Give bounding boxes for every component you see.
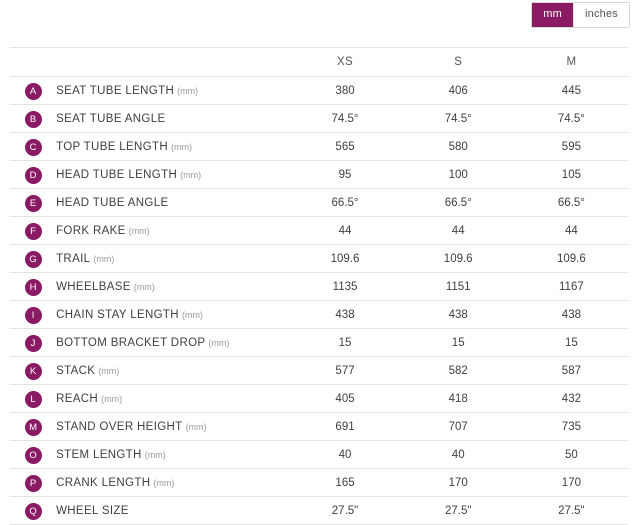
- unit-toggle-inches[interactable]: inches: [573, 3, 629, 27]
- row-value-xs: 165: [288, 469, 401, 497]
- table-row: [10, 441, 628, 469]
- row-label: TOP TUBE LENGTH: [56, 140, 169, 153]
- row-badge-cell: [10, 245, 56, 273]
- geometry-table: [10, 47, 628, 525]
- row-badge-cell: [10, 413, 56, 441]
- table-row: [10, 189, 628, 217]
- row-label-cell: [56, 357, 288, 385]
- row-value-s: 1151: [402, 273, 515, 301]
- row-label: STEM LENGTH: [56, 448, 142, 461]
- row-letter-badge: D: [25, 167, 42, 184]
- row-letter-badge: L: [25, 391, 42, 408]
- table-row: [10, 245, 628, 273]
- row-badge-cell: [10, 385, 56, 413]
- row-value-xs: 15: [288, 329, 401, 357]
- row-label: SEAT TUBE LENGTH: [56, 84, 175, 97]
- row-value-m: 432: [515, 385, 628, 413]
- row-label-cell: [56, 441, 288, 469]
- row-value-m: 50: [515, 441, 628, 469]
- row-value-xs: 438: [288, 301, 401, 329]
- row-value-m: 445: [515, 77, 628, 105]
- row-letter-badge: K: [25, 363, 42, 380]
- row-value-s: 27.5": [402, 497, 515, 525]
- row-value-xs: 577: [288, 357, 401, 385]
- row-value-m: 74.5°: [515, 105, 628, 133]
- row-label-unit: (mm): [180, 169, 202, 180]
- row-label-cell: [56, 217, 288, 245]
- row-value-m: 587: [515, 357, 628, 385]
- row-label-unit: (mm): [128, 225, 150, 236]
- row-label-unit: (mm): [98, 365, 120, 376]
- row-value-xs: 109.6: [288, 245, 401, 273]
- row-letter-badge: P: [25, 475, 42, 492]
- row-label-unit: (mm): [101, 393, 123, 404]
- table-row: [10, 133, 628, 161]
- row-label-unit: (mm): [93, 253, 115, 264]
- row-letter-badge: M: [25, 419, 42, 436]
- row-label-cell: [56, 385, 288, 413]
- row-badge-cell: [10, 357, 56, 385]
- table-row: [10, 413, 628, 441]
- row-label-cell: [56, 469, 288, 497]
- row-badge-cell: [10, 189, 56, 217]
- table-row: [10, 105, 628, 133]
- table-header: [10, 48, 628, 77]
- row-value-xs: 44: [288, 217, 401, 245]
- row-label: TRAIL: [56, 252, 91, 265]
- row-label-unit: (mm): [144, 449, 166, 460]
- row-value-xs: 1135: [288, 273, 401, 301]
- table-row: [10, 217, 628, 245]
- row-label-cell: [56, 189, 288, 217]
- row-label: CRANK LENGTH: [56, 476, 151, 489]
- header-label-blank: [56, 48, 288, 77]
- row-value-m: 438: [515, 301, 628, 329]
- row-value-xs: 40: [288, 441, 401, 469]
- row-value-s: 109.6: [402, 245, 515, 273]
- row-letter-badge: H: [25, 279, 42, 296]
- row-label: CHAIN STAY LENGTH: [56, 308, 179, 321]
- row-badge-cell: [10, 273, 56, 301]
- row-value-m: 170: [515, 469, 628, 497]
- row-badge-cell: [10, 329, 56, 357]
- row-value-s: 707: [402, 413, 515, 441]
- row-letter-badge: O: [25, 447, 42, 464]
- row-value-xs: 380: [288, 77, 401, 105]
- row-letter-badge: F: [25, 223, 42, 240]
- row-value-xs: 405: [288, 385, 401, 413]
- row-label: BOTTOM BRACKET DROP: [56, 336, 206, 349]
- row-badge-cell: [10, 105, 56, 133]
- row-label: HEAD TUBE LENGTH: [56, 168, 178, 181]
- row-value-m: 105: [515, 161, 628, 189]
- row-label-cell: [56, 497, 288, 525]
- row-value-m: 66.5°: [515, 189, 628, 217]
- row-letter-badge: B: [25, 111, 42, 128]
- row-label: WHEEL SIZE: [56, 504, 129, 517]
- row-value-xs: 95: [288, 161, 401, 189]
- row-value-s: 100: [402, 161, 515, 189]
- row-label-cell: [56, 133, 288, 161]
- row-badge-cell: [10, 441, 56, 469]
- row-badge-cell: [10, 469, 56, 497]
- row-value-s: 74.5°: [402, 105, 515, 133]
- row-value-m: 15: [515, 329, 628, 357]
- row-label-unit: (mm): [133, 281, 155, 292]
- row-letter-badge: G: [25, 251, 42, 268]
- row-label-unit: (mm): [181, 309, 203, 320]
- row-value-xs: 66.5°: [288, 189, 401, 217]
- row-label: STACK: [56, 364, 96, 377]
- header-size-xs: XS: [288, 48, 401, 77]
- row-value-s: 170: [402, 469, 515, 497]
- table-row: [10, 77, 628, 105]
- row-value-m: 735: [515, 413, 628, 441]
- row-label: HEAD TUBE ANGLE: [56, 196, 169, 209]
- row-letter-badge: E: [25, 195, 42, 212]
- row-label-cell: [56, 105, 288, 133]
- row-value-m: 595: [515, 133, 628, 161]
- row-value-m: 109.6: [515, 245, 628, 273]
- table-body: [10, 77, 628, 525]
- table-row: [10, 469, 628, 497]
- row-value-m: 1167: [515, 273, 628, 301]
- table-row: [10, 497, 628, 525]
- row-letter-badge: I: [25, 307, 42, 324]
- row-value-m: 44: [515, 217, 628, 245]
- row-badge-cell: [10, 133, 56, 161]
- row-badge-cell: [10, 77, 56, 105]
- row-value-s: 580: [402, 133, 515, 161]
- row-value-xs: 27.5": [288, 497, 401, 525]
- table-row: [10, 273, 628, 301]
- table-row: [10, 161, 628, 189]
- table-row: [10, 385, 628, 413]
- row-value-xs: 74.5°: [288, 105, 401, 133]
- row-label-cell: [56, 329, 288, 357]
- row-badge-cell: [10, 161, 56, 189]
- row-letter-badge: C: [25, 139, 42, 156]
- row-value-s: 418: [402, 385, 515, 413]
- row-value-m: 27.5": [515, 497, 628, 525]
- row-label-cell: [56, 161, 288, 189]
- unit-toggle[interactable]: [531, 2, 630, 28]
- row-badge-cell: [10, 301, 56, 329]
- row-letter-badge: A: [25, 83, 42, 100]
- row-value-s: 40: [402, 441, 515, 469]
- row-label: FORK RAKE: [56, 224, 126, 237]
- row-value-xs: 565: [288, 133, 401, 161]
- header-letter-blank: [10, 48, 56, 77]
- row-value-s: 438: [402, 301, 515, 329]
- row-label-unit: (mm): [153, 477, 175, 488]
- row-value-s: 44: [402, 217, 515, 245]
- row-badge-cell: [10, 497, 56, 525]
- row-label-unit: (mm): [185, 421, 207, 432]
- row-label: STAND OVER HEIGHT: [56, 420, 183, 433]
- row-label: REACH: [56, 392, 99, 405]
- row-value-xs: 691: [288, 413, 401, 441]
- row-letter-badge: Q: [25, 503, 42, 520]
- table-row: [10, 301, 628, 329]
- header-size-s: S: [402, 48, 515, 77]
- row-label-cell: [56, 77, 288, 105]
- row-badge-cell: [10, 217, 56, 245]
- table-row: [10, 357, 628, 385]
- row-label-cell: [56, 245, 288, 273]
- row-value-s: 406: [402, 77, 515, 105]
- header-size-m: M: [515, 48, 628, 77]
- row-label: WHEELBASE: [56, 280, 131, 293]
- row-value-s: 582: [402, 357, 515, 385]
- row-value-s: 66.5°: [402, 189, 515, 217]
- row-label-unit: (mm): [171, 141, 193, 152]
- table-row: [10, 329, 628, 357]
- unit-toggle-mm[interactable]: mm: [532, 3, 573, 27]
- table-header-row: [10, 48, 628, 77]
- row-label-unit: (mm): [208, 337, 230, 348]
- row-label: SEAT TUBE ANGLE: [56, 112, 166, 125]
- row-value-s: 15: [402, 329, 515, 357]
- row-label-cell: [56, 273, 288, 301]
- row-label-cell: [56, 301, 288, 329]
- row-label-unit: (mm): [177, 85, 199, 96]
- row-letter-badge: J: [25, 335, 42, 352]
- row-label-cell: [56, 413, 288, 441]
